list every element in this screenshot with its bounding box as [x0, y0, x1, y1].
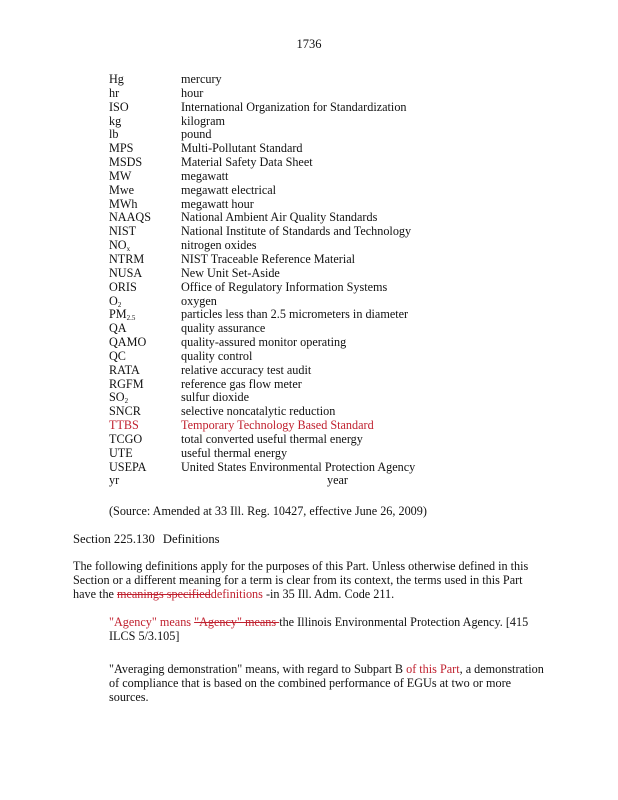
- abbreviation-definition: International Organization for Standardization: [181, 99, 407, 114]
- abbreviation-definition: mercury: [181, 72, 222, 86]
- definition-averaging-demonstration: [109, 662, 549, 704]
- abbreviation-term: SNCR: [109, 404, 141, 419]
- abbreviation-term: NUSA: [109, 265, 143, 280]
- abbreviation-term: $SO_2$: [109, 390, 129, 406]
- abbreviation-term: MW: [109, 168, 132, 183]
- agency-definition-text: the Illinois Environmental Protection Agency. [415 ILCS 5/3.105]: [109, 615, 529, 643]
- abbreviation-definition: total converted useful thermal energy: [181, 431, 363, 446]
- intro-deleted-text: meanings specified: [117, 587, 211, 601]
- averaging-text-before: "Averaging demonstration" means, with regard to Subpart B: [109, 662, 407, 676]
- abbreviation-term: NAAQS: [109, 210, 151, 225]
- section-heading: [73, 532, 220, 547]
- definition-agency: [109, 615, 539, 643]
- abbreviation-term: Mwe: [109, 182, 135, 197]
- intro-paragraph: [73, 559, 543, 601]
- abbreviation-definition: Material Safety Data Sheet: [181, 155, 313, 170]
- abbreviation-definition: nitrogen oxides: [181, 238, 257, 253]
- abbreviation-subscript: x: [126, 245, 131, 254]
- abbreviation-definition: NIST Traceable Reference Material: [181, 251, 356, 266]
- abbreviation-definition: National Ambient Air Quality Standards: [181, 210, 378, 225]
- intro-inserted-text: definitions: [210, 587, 263, 601]
- abbreviation-definition: oxygen: [181, 293, 217, 308]
- abbreviation-subscript: 2.5: [126, 314, 136, 323]
- abbreviation-definition: Temporary Technology Based Standard: [181, 418, 374, 433]
- abbreviation-definition: United States Environmental Protection Agency: [181, 459, 416, 474]
- abbreviation-definition: Office of Regulatory Information Systems: [181, 279, 388, 294]
- abbreviation-term: TTBS: [109, 418, 139, 433]
- abbreviation-definition: kilogram: [181, 113, 226, 128]
- page-number: 1736: [296, 37, 322, 51]
- abbreviation-definition: megawatt hour: [181, 196, 254, 211]
- intro-text-before: The following definitions apply for the purposes of this Part. Unless otherwise defined in this Section or a different meaning for a term is clear from its context, the terms used in this Part have the: [73, 559, 529, 601]
- section-title: Definitions: [162, 532, 220, 546]
- abbreviation-term: $O_2$: [109, 293, 122, 309]
- abbreviation-definition: relative accuracy test audit: [181, 362, 312, 377]
- abbreviation-definition: quality assurance: [181, 321, 266, 336]
- abbreviation-term: UTE: [109, 445, 133, 460]
- abbreviation-term: QAMO: [109, 335, 147, 350]
- abbreviation-term: kg: [109, 113, 122, 128]
- abbreviation-subscript: 2: [117, 300, 122, 309]
- averaging-text-after: , a demonstration of compliance that is based on the combined performance of EGUs at two or more sources.: [109, 662, 544, 704]
- abbreviation-subscript: 2: [124, 397, 129, 406]
- abbreviation-term: MSDS: [109, 155, 143, 170]
- abbreviation-definition: particles less than 2.5 micrometers in diameter: [181, 307, 409, 322]
- abbreviation-definition: quality-assured monitor operating: [181, 335, 347, 350]
- abbreviation-term: QA: [109, 321, 127, 336]
- abbreviation-term: $NO_x$: [109, 238, 131, 254]
- abbreviation-term: MPS: [109, 141, 134, 156]
- abbreviation-term: NIST: [109, 224, 137, 239]
- abbreviation-definition: selective noncatalytic reduction: [181, 404, 336, 419]
- abbreviation-term: $PM_{2.5}$: [109, 307, 136, 323]
- abbreviation-term: MWh: [109, 196, 138, 211]
- abbreviation-term: RGFM: [109, 376, 144, 391]
- abbreviation-definition: megawatt: [181, 168, 229, 183]
- abbreviation-term: lb: [109, 127, 119, 142]
- abbreviation-term: USEPA: [109, 459, 147, 474]
- abbreviation-definition: useful thermal energy: [181, 445, 288, 460]
- abbreviation-term: NTRM: [109, 251, 145, 266]
- abbreviation-definition: sulfur dioxide: [181, 390, 250, 405]
- intro-text-after: -in 35 Ill. Adm. Code 211.: [262, 587, 395, 601]
- abbreviation-term: TCGO: [109, 431, 143, 446]
- abbreviation-term: RATA: [109, 362, 140, 377]
- source-note: (Source: Amended at 33 Ill. Reg. 10427, effective June 26, 2009): [109, 504, 427, 518]
- averaging-inserted-text: of this Part: [406, 662, 460, 676]
- agency-inserted-text: "Agency" means: [109, 615, 195, 629]
- abbreviation-term: ISO: [109, 99, 129, 114]
- abbreviation-term: Hg: [109, 72, 124, 86]
- abbreviation-term: yr: [109, 473, 120, 488]
- abbreviation-definition: megawatt electrical: [181, 182, 277, 197]
- abbreviation-term: QC: [109, 348, 126, 363]
- agency-deleted-text: "Agency" means: [194, 615, 280, 629]
- abbreviation-definition: quality control: [181, 348, 253, 363]
- section-number: Section 225.130: [73, 532, 155, 546]
- abbreviation-definition: reference gas flow meter: [181, 376, 302, 391]
- abbreviation-definition: Multi-Pollutant Standard: [181, 141, 303, 156]
- abbreviation-definition: National Institute of Standards and Technology: [181, 224, 412, 239]
- abbreviation-term: hr: [109, 85, 120, 100]
- abbreviation-definition: hour: [181, 85, 204, 100]
- abbreviation-definition: pound: [181, 127, 212, 142]
- abbreviation-definition: year: [327, 473, 348, 488]
- abbreviation-term: ORIS: [109, 279, 137, 294]
- abbreviation-definition: New Unit Set-Aside: [181, 265, 280, 280]
